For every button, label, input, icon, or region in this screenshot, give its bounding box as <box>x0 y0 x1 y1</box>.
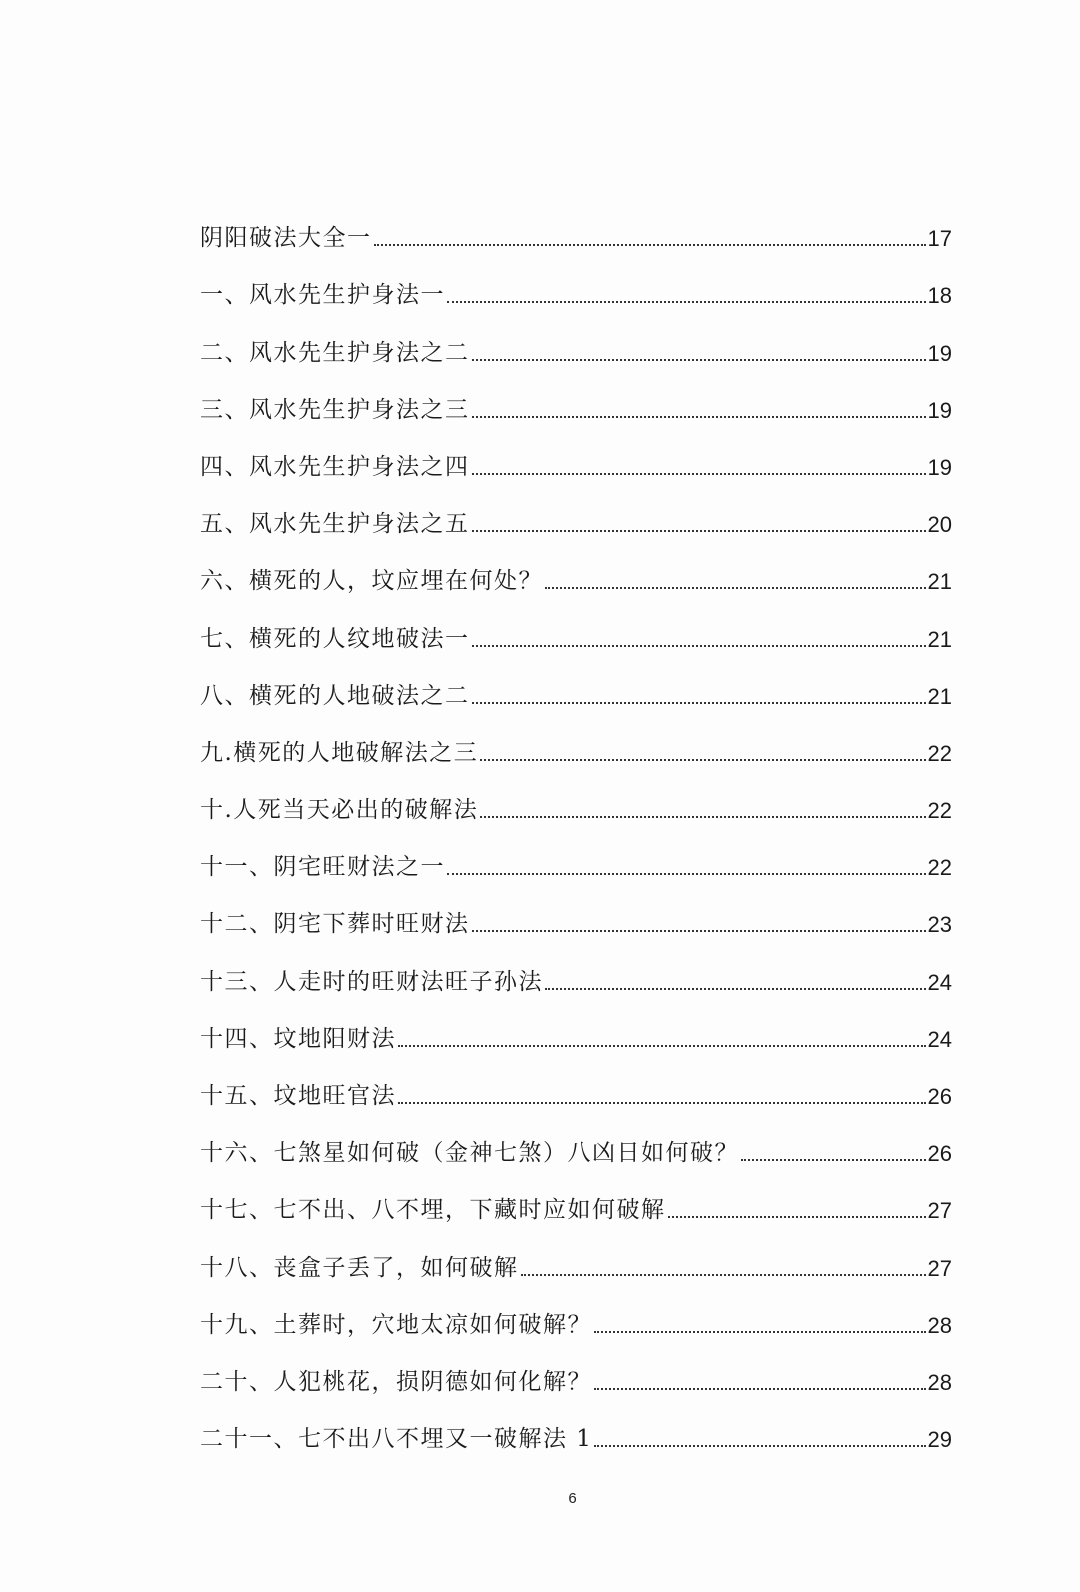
toc-entry-title: 阴阳破法大全一 <box>200 225 372 252</box>
page-number: 6 <box>568 1490 577 1507</box>
toc-entry-title: 十七、七不出、八不埋，下藏时应如何破解 <box>200 1197 666 1224</box>
toc-entry <box>200 260 952 317</box>
dot-leader <box>472 416 926 418</box>
table-of-contents <box>200 203 952 1461</box>
dot-leader <box>545 587 926 589</box>
dot-leader <box>594 1388 926 1390</box>
toc-entry <box>200 432 952 489</box>
toc-entry-page: 17 <box>927 226 952 252</box>
dot-leader <box>472 359 926 361</box>
toc-entry-title: 二十、人犯桃花，损阴德如何化解？ <box>200 1368 592 1395</box>
toc-entry <box>200 1061 952 1118</box>
dot-leader <box>668 1216 926 1218</box>
toc-entry <box>200 1232 952 1289</box>
toc-entry-title: 十四、坟地阳财法 <box>200 1025 396 1052</box>
toc-entry <box>200 375 952 432</box>
toc-entry <box>200 317 952 374</box>
dot-leader <box>521 1274 926 1276</box>
toc-entry-page: 27 <box>927 1255 952 1281</box>
toc-entry-title: 五、风水先生护身法之五 <box>200 511 470 538</box>
toc-entry-page: 26 <box>927 1141 952 1167</box>
toc-entry-title: 十六、七煞星如何破（金神七煞）八凶日如何破？ <box>200 1140 739 1167</box>
dot-leader <box>472 702 926 704</box>
toc-entry-page: 28 <box>927 1369 952 1395</box>
toc-entry-title: 十八、丧盒子丢了，如何破解 <box>200 1254 519 1281</box>
toc-entry <box>200 546 952 603</box>
dot-leader <box>480 816 925 818</box>
toc-entry <box>200 1404 952 1461</box>
dot-leader <box>741 1159 926 1161</box>
dot-leader <box>447 873 926 875</box>
toc-entry-title: 二、风水先生护身法之二 <box>200 339 470 366</box>
toc-entry <box>200 1118 952 1175</box>
toc-entry-title: 十五、坟地旺官法 <box>200 1083 396 1109</box>
toc-entry-page: 24 <box>927 969 952 995</box>
toc-entry-title: 三、风水先生护身法之三 <box>200 396 470 423</box>
toc-entry-page: 29 <box>927 1427 952 1453</box>
dot-leader <box>472 473 926 475</box>
dot-leader <box>472 530 926 532</box>
dot-leader <box>480 759 925 761</box>
toc-entry-title: 八、横死的人地破法之二 <box>200 682 470 709</box>
toc-entry-title: 十一、阴宅旺财法之一 <box>200 854 445 881</box>
toc-entry-title: 十.人死当天必出的破解法 <box>200 797 479 824</box>
toc-entry-page: 21 <box>927 626 952 652</box>
toc-entry-page: 19 <box>927 397 952 423</box>
toc-entry <box>200 1175 952 1232</box>
toc-entry <box>200 661 952 718</box>
toc-entry-page: 22 <box>927 855 952 881</box>
toc-entry <box>200 1290 952 1347</box>
toc-entry-page: 27 <box>927 1198 952 1224</box>
toc-entry-page: 21 <box>927 569 952 595</box>
toc-entry-title: 一、风水先生护身法一 <box>200 282 445 309</box>
toc-entry <box>200 889 952 946</box>
toc-entry-page: 19 <box>927 340 952 366</box>
toc-entry <box>200 946 952 1003</box>
dot-leader <box>594 1331 926 1333</box>
toc-entry <box>200 203 952 260</box>
toc-entry <box>200 603 952 660</box>
toc-entry-page: 24 <box>927 1026 952 1052</box>
toc-entry-page: 20 <box>927 512 952 538</box>
toc-entry-page: 23 <box>927 912 952 938</box>
toc-entry-title: 二十一、七不出八不埋又一破解法 1 <box>200 1426 593 1453</box>
dot-leader <box>374 244 926 246</box>
toc-entry-page: 22 <box>927 798 952 824</box>
toc-entry-title: 六、横死的人，坟应埋在何处？ <box>200 568 543 595</box>
toc-entry-page: 26 <box>927 1084 952 1109</box>
toc-entry <box>200 775 952 832</box>
toc-entry <box>200 1004 952 1061</box>
dot-leader <box>594 1445 925 1447</box>
toc-entry-page: 21 <box>927 683 952 709</box>
toc-entry-title: 七、横死的人纹地破法一 <box>200 625 470 652</box>
dot-leader <box>545 988 926 990</box>
dot-leader <box>472 930 926 932</box>
toc-entry-page: 19 <box>927 454 952 480</box>
toc-entry <box>200 489 952 546</box>
toc-entry-title: 九.横死的人地破解法之三 <box>200 739 479 766</box>
dot-leader <box>447 301 926 303</box>
toc-entry-title: 十二、阴宅下葬时旺财法 <box>200 911 470 938</box>
toc-entry-page: 22 <box>927 740 952 766</box>
dot-leader <box>398 1045 926 1047</box>
toc-entry-page: 18 <box>927 283 952 309</box>
toc-entry <box>200 832 952 889</box>
toc-entry-title: 十九、土葬时，穴地太凉如何破解？ <box>200 1311 592 1338</box>
dot-leader <box>398 1102 926 1104</box>
dot-leader <box>472 645 926 647</box>
toc-entry <box>200 1347 952 1404</box>
toc-entry <box>200 718 952 775</box>
toc-entry-title: 四、风水先生护身法之四 <box>200 453 470 480</box>
toc-entry-title: 十三、人走时的旺财法旺子孙法 <box>200 968 543 995</box>
toc-entry-page: 28 <box>927 1312 952 1338</box>
